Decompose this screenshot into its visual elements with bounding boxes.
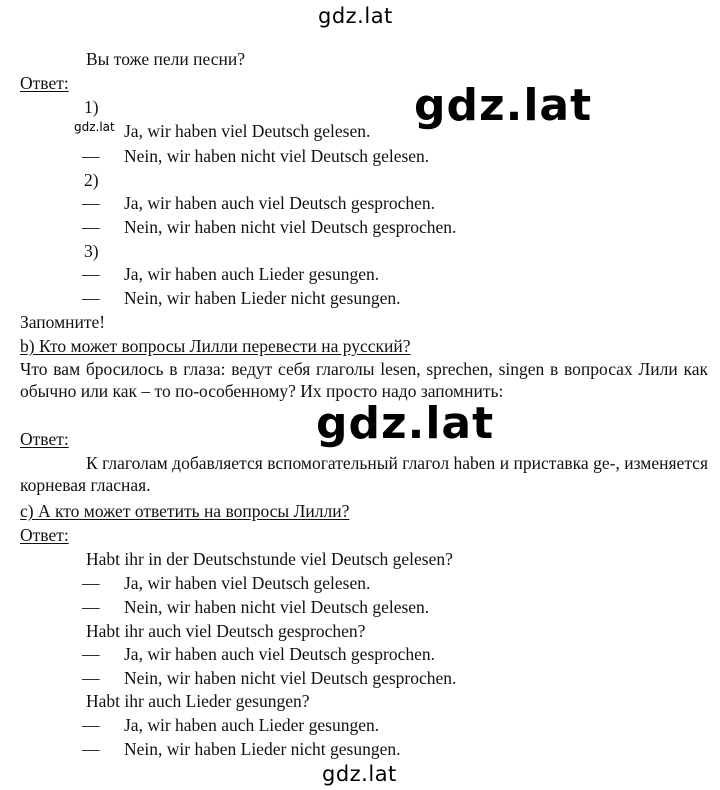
item-number-2: 2) (84, 170, 99, 190)
watermark-top: gdz.lat (318, 4, 393, 28)
answer-text: Ja, wir haben auch viel Deutsch gesprochen. (124, 193, 436, 213)
dash-glyph: — (82, 739, 100, 759)
intro-question: Вы тоже пели песни? (86, 49, 245, 69)
watermark-big-2: gdz.lat (316, 398, 495, 449)
answer-label-b: Ответ: (20, 429, 69, 449)
answer-text: Nein, wir haben Lieder nicht gesungen. (124, 739, 401, 759)
answer-text: Ja, wir haben auch Lieder gesungen. (124, 715, 380, 735)
watermark-small: gdz.lat (74, 120, 115, 134)
answer-text: Ja, wir haben auch Lieder gesungen. (124, 264, 380, 284)
answer-text: Nein, wir haben nicht viel Deutsch gelesen. (124, 146, 430, 166)
dash-glyph: — (82, 264, 100, 284)
question-line: Habt ihr auch viel Deutsch gesprochen? (86, 621, 366, 641)
dash-glyph: — (82, 217, 100, 237)
remember-note: Запомните! (20, 312, 106, 332)
watermark-big-1: gdz.lat (414, 80, 593, 131)
dash-glyph: — (82, 668, 100, 688)
dash-glyph: — (82, 573, 100, 593)
answer-text: Nein, wir haben nicht viel Deutsch gelesen. (124, 597, 430, 617)
answer-text: Ja, wir haben viel Deutsch gelesen. (124, 573, 371, 593)
dash-glyph: — (82, 146, 100, 166)
dash-glyph: — (82, 597, 100, 617)
part-c-heading: c) А кто может ответить на вопросы Лилли? (20, 501, 350, 521)
answer-text: Ja, wir haben auch viel Deutsch gesprochen. (124, 644, 436, 664)
dash-glyph: — (82, 715, 100, 735)
part-b-paragraph: Что вам бросилось в глаза: ведут себя глаголы lesen, sprechen, singen в вопросах Лили как обычно или как – то по-особенному? Их просто надо запомнить: (20, 359, 708, 401)
answer-text: Nein, wir haben Lieder nicht gesungen. (124, 288, 401, 308)
question-line: Habt ihr in der Deutschstunde viel Deutsch gelesen? (86, 549, 453, 569)
part-b-heading: b) Кто может вопросы Лилли перевести на русский? (20, 336, 411, 356)
answer-line: Ja, wir haben viel Deutsch gelesen. (124, 121, 371, 141)
answer-text: Nein, wir haben nicht viel Deutsch gesprochen. (124, 217, 457, 237)
answer-label-c: Ответ: (20, 525, 69, 545)
dash-glyph: — (82, 193, 100, 213)
dash-glyph: — (82, 644, 100, 664)
item-number-1: 1) (84, 97, 99, 117)
watermark-bottom: gdz.lat (322, 762, 397, 786)
item-number-3: 3) (84, 241, 99, 261)
part-b-answer: К глаголам добавляется вспомогательный глагол haben и приставка ge-, изменяется корневая гласная. (20, 453, 708, 495)
question-line: Habt ihr auch Lieder gesungen? (86, 691, 310, 711)
dash-glyph: — (82, 288, 100, 308)
answer-text: Nein, wir haben nicht viel Deutsch gesprochen. (124, 668, 457, 688)
answer-label-a: Ответ: (20, 73, 69, 93)
